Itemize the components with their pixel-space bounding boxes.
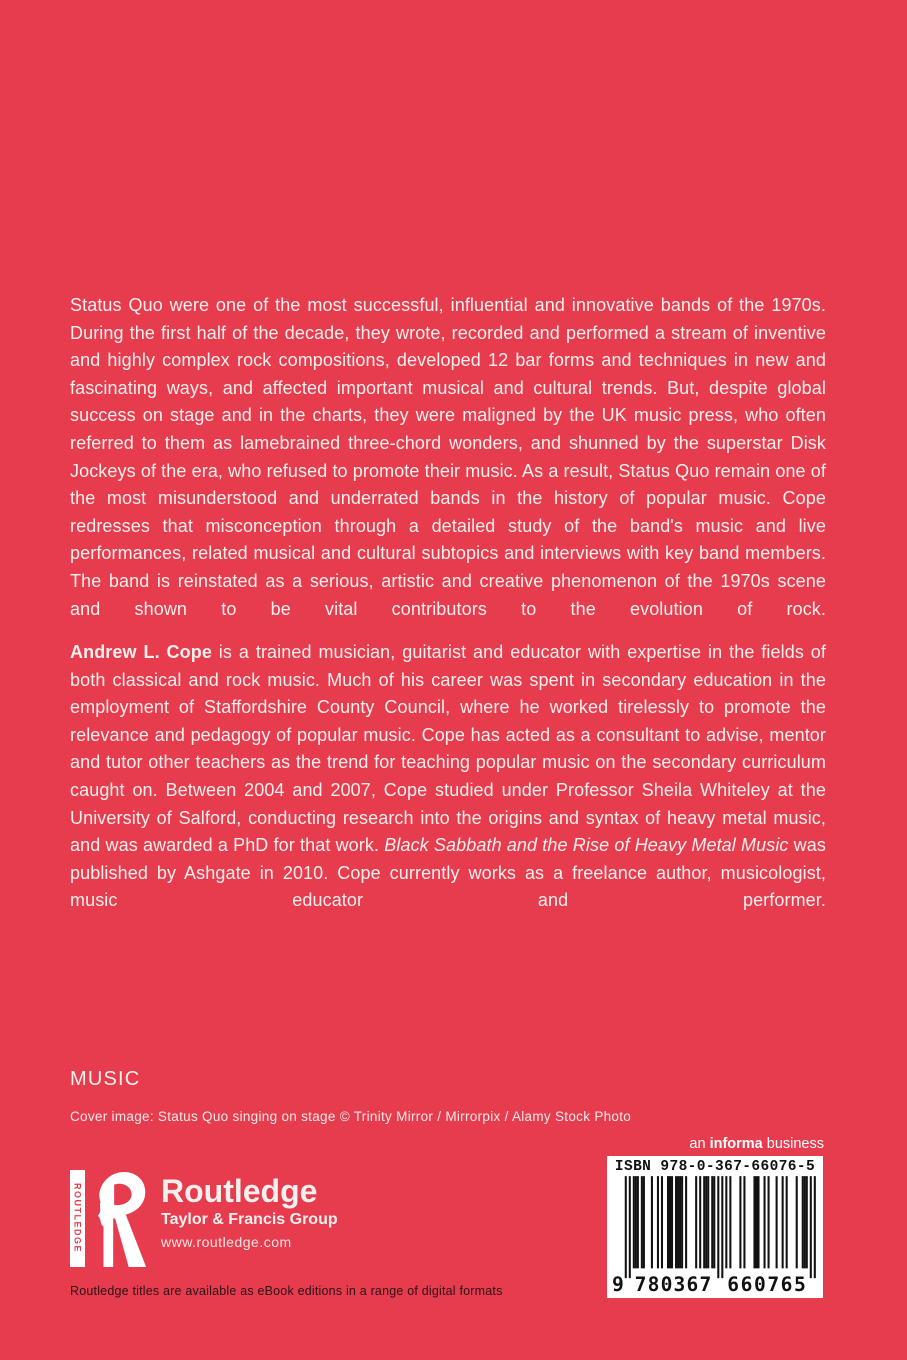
author-name: Andrew L. Cope [70,642,212,662]
bio-text-b: was published by Ashgate in 2010. Cope currently works as a freelance author, musicologist, music educator and performer. [70,835,826,911]
isbn-barcode [612,1176,818,1294]
author-bio-paragraph [70,639,826,915]
category-label: MUSIC [70,1068,141,1090]
publisher-name: Routledge [161,1173,318,1209]
isbn-number-label: ISBN 978-0-367-66076-5 [614,1159,816,1175]
svg-text:660765: 660765 [727,1272,806,1294]
svg-text:9: 9 [612,1272,624,1294]
synopsis-paragraph: Status Quo were one of the most successful, influential and innovative bands of the 1970s. During the first half of the decade, they wrote, recorded and performed a stream of inventive and highly complex rock compositions, developed 12 bar forms and techniques in new and fascinating ways, and affected important musical and cultural trends. But, despite global success on stage and in the charts, they were maligned by the UK music press, who often referred to them as lamebrained three-chord wonders, and shunned by the superstar Disk Jockeys of the era, who refused to promote their music. As a result, Status Quo remain one of the most misunderstood and underrated bands in the history of popular music. Cope redresses that misconception through a detailed study of the band's music and live performances, related musical and cultural subtopics and interviews with key band members. The band is reinstated as a serious, artistic and creative phenomenon of the 1970s scene and shown to be vital contributors to the evolution of rock. [70,295,826,619]
routledge-logo [70,1170,338,1267]
publisher-website: www.routledge.com [161,1234,292,1250]
cover-image-credit: Cover image: Status Quo singing on stage © Trinity Mirror / Mirrorpix / Alamy Stock Photo [70,1109,632,1124]
book-title-italic: Black Sabbath and the Rise of Heavy Metal Music [384,835,789,856]
routledge-vertical-strip [70,1170,85,1267]
svg-text:780367: 780367 [634,1272,712,1294]
routledge-r-icon [88,1170,150,1267]
routledge-vertical-text: ROUTLEDGE [72,1183,83,1254]
informa-business-line [689,1136,824,1152]
publisher-text-block [161,1170,338,1250]
informa-suffix: business [762,1136,824,1152]
informa-prefix: an [689,1136,706,1152]
ebook-availability-note: Routledge titles are available as eBook editions in a range of digital formats [70,1284,503,1298]
isbn-panel [607,1156,823,1298]
publisher-group: Taylor & Francis Group [161,1211,338,1228]
informa-brand: informa [709,1136,763,1152]
bio-text-a: is a trained musician, guitarist and educator with expertise in the fields of both classical and rock music. Much of his career was spent in secondary education in the employment of Staffordshire County Council, where he worked tirelessly to promote the relevance and pedagogy of popular music. Cope has acted as a consultant to advise, mentor and tutor other teachers as the trend for teaching popular music on the secondary curriculum caught on. Between 2004 and 2007, Cope studied under Professor Sheila Whiteley at the University of Salford, conducting research into the origins and syntax of heavy metal music, and was awarded a PhD for that work. [70,642,826,856]
